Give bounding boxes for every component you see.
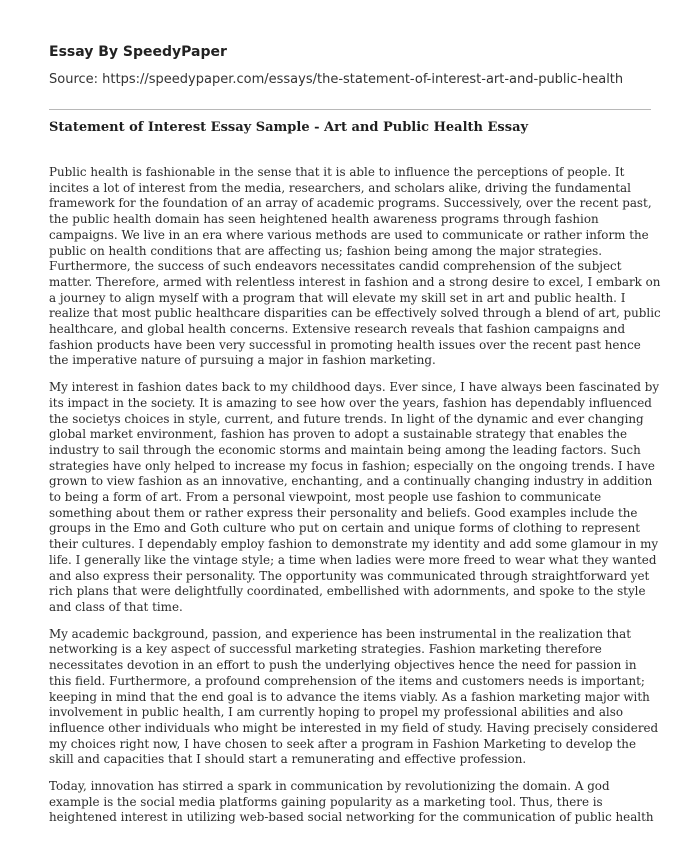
paragraph-line: their cultures. I dependably employ fashion to demonstrate my identity and add some glamour in my <box>49 537 659 552</box>
paragraph-line: influence other individuals who might be interested in my field of study. Having precisely considered <box>49 720 659 735</box>
paragraph-line: framework for the foundation of an array of academic programs. Successively, over the recent past, <box>49 196 652 211</box>
paragraph-line: and class of that time. <box>49 599 183 614</box>
essay-title: Statement of Interest Essay Sample - Art and Public Health Essay <box>49 120 529 135</box>
paragraph-line: campaigns. We live in an era where various methods are used to communicate or rather inform the <box>49 227 649 242</box>
paragraph-line: strategies have only helped to increase my focus in fashion; especially on the ongoing trends. I have <box>49 458 655 473</box>
paragraph-line: fashion products have been very successful in promoting health issues over the recent past hence <box>49 337 641 352</box>
paragraph-line: its impact in the society. It is amazing to see how over the years, fashion has dependably influenced <box>49 395 652 410</box>
paragraph-line: matter. Therefore, armed with relentless interest in fashion and a strong desire to excel, I embark on <box>49 274 661 289</box>
paragraph-line: networking is a key aspect of successful marketing strategies. Fashion marketing therefore <box>49 642 602 657</box>
paragraph-line: the public health domain has seen heightened health awareness programs through fashion <box>49 212 599 227</box>
essay-paragraph <box>49 626 659 768</box>
paragraph-line: industry to sail through the economic storms and maintain being among the leading factors. Such <box>49 442 641 457</box>
paragraph-line: the societys choices in style, current, and future trends. In light of the dynamic and ever changing <box>49 411 644 426</box>
source-url: Source: https://speedypaper.com/essays/the-statement-of-interest-art-and-public-health <box>49 72 624 87</box>
essay-paragraph <box>49 380 660 616</box>
paragraph-line: and also express their personality. The opportunity was communicated through straightforward yet <box>49 568 650 583</box>
paragraph-line: rich plans that were delightfully coordinated, embellished with adornments, and spoke to the style <box>49 584 646 599</box>
paragraph-line: the imperative nature of pursuing a major in fashion marketing. <box>49 353 436 368</box>
paragraph-line: something about them or rather express their personality and beliefs. Good examples include the <box>49 505 638 520</box>
essay-paragraph <box>49 165 661 369</box>
paragraph-line: life. I generally like the vintage style; a time when ladies were more freed to wear what they wanted <box>49 552 657 567</box>
essay-paragraph <box>49 779 654 826</box>
paragraph-line: grown to view fashion as an innovative, enchanting, and a continually changing industry in addition <box>49 474 653 489</box>
paragraph-line: skill and capacities that I should start a remunerating and effective profession. <box>49 752 527 767</box>
paragraph-line: My academic background, passion, and experience has been instrumental in the realization that <box>49 626 632 641</box>
paragraph-line: global market environment, fashion has proven to adopt a sustainable strategy that enables the <box>49 427 628 442</box>
paragraph-line: Furthermore, the success of such endeavors necessitates candid comprehension of the subject <box>49 259 622 274</box>
paragraph-line: public on health conditions that are affecting us; fashion being among the major strategies. <box>49 243 603 258</box>
paragraph-line: My interest in fashion dates back to my childhood days. Ever since, I have always been fascinated by <box>49 380 660 395</box>
paragraph-line: healthcare, and global health concerns. Extensive research reveals that fashion campaigns and <box>49 322 626 337</box>
paragraph-line: necessitates devotion in an effort to push the underlying objectives hence the need for passion in <box>49 658 637 673</box>
paragraph-line: incites a lot of interest from the media, researchers, and scholars alike, driving the fundamental <box>49 180 631 195</box>
paragraph-line: Today, innovation has stirred a spark in communication by revolutionizing the domain. A god <box>49 779 610 794</box>
essay-body <box>49 165 661 837</box>
paragraph-line: heightened interest in utilizing web-based social networking for the communication of public health <box>49 810 654 825</box>
paragraph-line: a journey to align myself with a program that will elevate my skill set in art and public health. I <box>49 290 626 305</box>
paragraph-line: groups in the Emo and Goth culture who put on certain and unique forms of clothing to represent <box>49 521 641 536</box>
paragraph-line: involvement in public health, I am currently hoping to propel my professional abilities and also <box>49 705 623 720</box>
paragraph-line: my choices right now, I have chosen to seek after a program in Fashion Marketing to develop the <box>49 736 637 751</box>
paragraph-line: keeping in mind that the end goal is to advance the items viably. As a fashion marketing major with <box>49 689 650 704</box>
document-header-title: Essay By SpeedyPaper <box>49 44 227 60</box>
paragraph-line: to being a form of art. From a personal viewpoint, most people use fashion to communicate <box>49 490 602 505</box>
paragraph-line: Public health is fashionable in the sense that it is able to influence the perceptions of people. It <box>49 165 625 179</box>
paragraph-line: this field. Furthermore, a profound comprehension of the items and customers needs is important; <box>49 673 645 688</box>
paragraph-line: realize that most public healthcare disparities can be effectively solved through a blend of art, public <box>49 306 661 321</box>
paragraph-line: example is the social media platforms gaining popularity as a marketing tool. Thus, there is <box>49 794 603 809</box>
header-divider <box>49 109 651 110</box>
